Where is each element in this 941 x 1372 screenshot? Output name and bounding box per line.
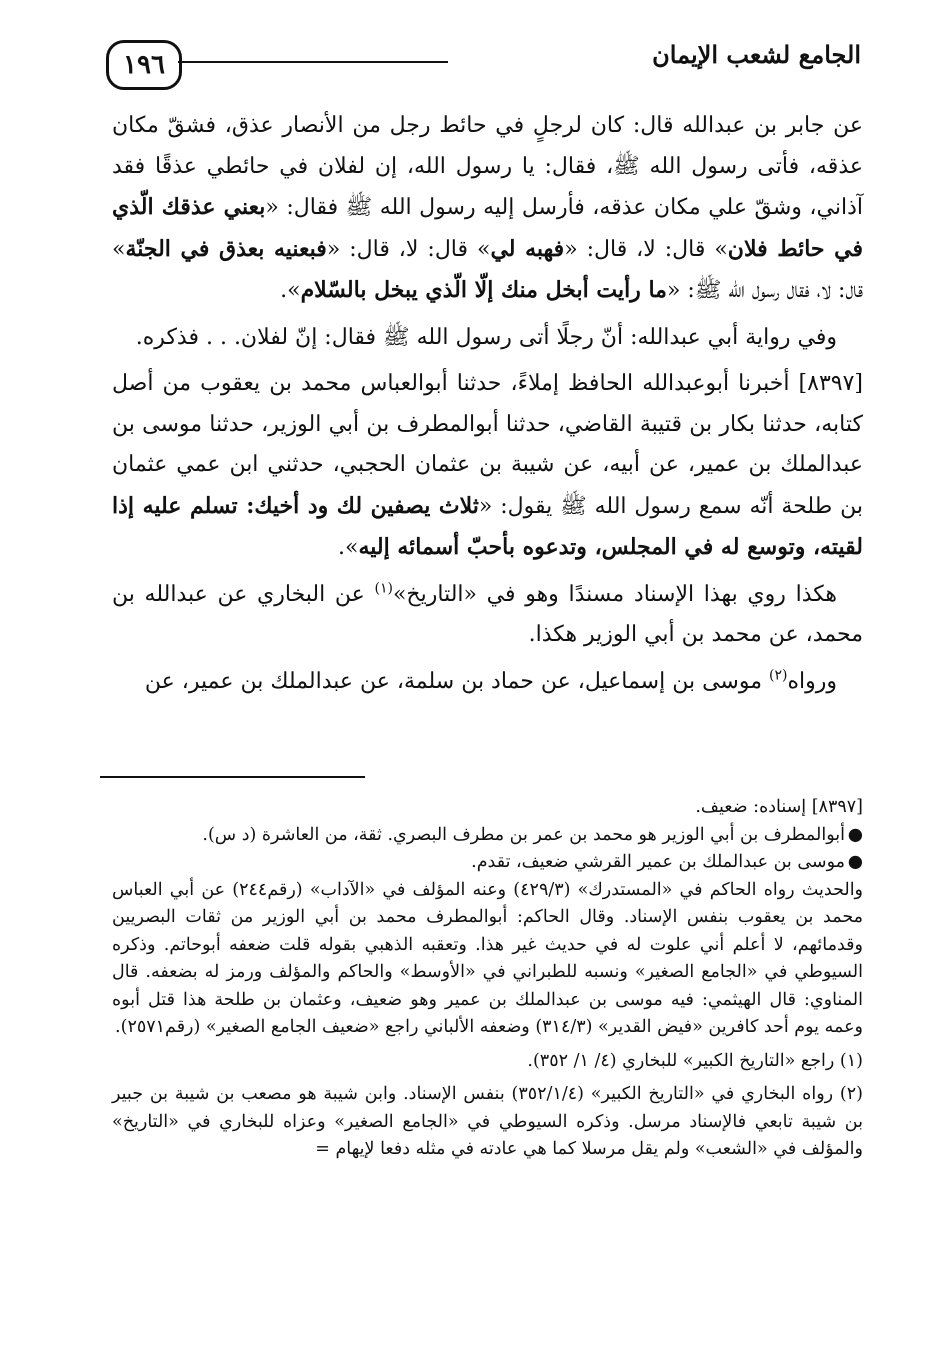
hadith-quote: ما رأيت أبخل منك إلّا الّذي يبخل بالسّلام	[300, 277, 667, 303]
text-run: ورواه	[787, 668, 837, 694]
narration-paragraph-5	[112, 662, 863, 703]
hadith-quote: بعني عذقك الّذي في حائط فلان	[112, 194, 863, 262]
hadith-quote: ثلاث يصفين لك ود أخيك: تسلم عليه إذا لقيته، وتوسع له في المجلس، وتدعوه بأحبّ أسمائه إليه	[112, 492, 863, 560]
hadith-paragraph-1	[112, 106, 863, 312]
bullet-icon: ●	[847, 824, 863, 845]
text-run: » قال: لا، قال: «	[326, 236, 491, 262]
text-run: ».	[280, 278, 301, 303]
footnote-ref-1[interactable]: (١)	[374, 580, 393, 597]
bullet-icon: ●	[847, 852, 863, 872]
isnad-grade: [٨٣٩٧] إسناده: ضعيف.	[695, 797, 863, 817]
text-run: » قال: لا، قال: «	[564, 236, 728, 262]
hadith-quote: فبعنيه بعذق في الجنّة	[125, 235, 327, 262]
takhrij-note: والحديث رواه الحاكم في «المستدرك» (٤٢٩/٣) وعنه المؤلف في «الآداب» (رقم٢٤٤) عن أبي العباس محمد بن يعقوب بنفس الإسناد. وقال الحاكم: أبوالمطرف محمد بن أبي الوزير من ثقات البصريين وقدمائهم، لا أعلم أني علوت له في حديث غير هذا. وتعقبه الذهبي بقوله قلت ضعفه أبوحاتم. وذكره السيوطي في «الجامع الصغير» ونسبه للطبراني في «الأوسط» والحاكم والمؤلف ورمز له بضعفه. قال المناوي: قال الهيثمي: فيه موسى بن عبدالملك بن عمير وهو ضعيف، وعثمان بن طلحة هذا قتل أبوه وعمه يوم أحد كافرين «فيض القدير» (٣١٤/٣) وضعفه الألباني راجع «ضعيف الجامع الصغير» (رقم٢٥٧١).	[112, 879, 864, 1037]
hadith-paragraph-3	[112, 364, 863, 569]
text-run: عن جابر بن عبدالله قال: كان لرجلٍ في حائط رجل من الأنصار عذق، فشقّ مكان عذقه، فأتى رسول الله ﷺ، فقال: يا رسول الله، إن لفلان في حائطي عذقًا فقد آذاني، وشقّ علي مكان عذقه، فأرسل إليه رسول الله ﷺ فقال: «	[112, 113, 863, 220]
text-run: ».	[338, 535, 359, 560]
narration-paragraph-2: وفي رواية أبي عبدالله: أنّ رجلًا أتى رسول الله ﷺ فقال: إنّ لفلان. . . فذكره.	[135, 324, 837, 350]
narrator-note	[112, 822, 863, 850]
running-title: الجامع لشعب الإيمان	[652, 40, 861, 69]
narrator-list	[112, 822, 863, 877]
footnote-ref-2[interactable]: (٢)	[769, 667, 788, 684]
footnotes	[112, 794, 863, 1164]
footnote-1: (١) راجع «التاريخ الكبير» للبخاري (٤/ ١/ ٣٥٢).	[527, 1050, 863, 1071]
text-run: » قال: لا، فقال رسول الله ﷺ: «	[112, 236, 863, 303]
footnote-2: (٢) رواه البخاري في «التاريخ الكبير» (٣٥٢/١/٤) بنفس الإسناد. وابن شيبة هو مصعب بن شيبة بن جبير بن شيبة تابعي فالإسناد مرسل. وذكره السيوطي في «الجامع الصغير» وعزاه للبخاري في «التاريخ» والمؤلف في «الشعب» ولم يقل مرسلا كما هي عادته في مثله دفعا لإيهام =	[112, 1084, 863, 1159]
text-run: هكذا روي بهذا الإسناد مسندًا وهو في «التاريخ»	[392, 581, 837, 607]
narrator-note-text: أبوالمطرف بن أبي الوزير هو محمد بن عمر بن مطرف البصري. ثقة، من العاشرة (د س).	[202, 824, 845, 845]
narration-paragraph-4	[112, 575, 863, 656]
page-number-text: ١٩٦	[123, 50, 165, 80]
text-run: موسى بن إسماعيل، عن حماد بن سلمة، عن عبدالملك بن عمير، عن	[144, 668, 770, 694]
narrator-note-text: موسى بن عبدالملك بن عمير القرشي ضعيف، تقدم.	[471, 852, 845, 872]
narrator-note	[112, 849, 863, 877]
footnote-separator	[100, 776, 365, 778]
header-rule	[178, 61, 448, 63]
hadith-quote: فهبه لي	[490, 235, 565, 262]
page-number	[106, 40, 182, 90]
text-run: [٨٣٩٧] أخبرنا أبوعبدالله الحافظ إملاءً، حدثنا أبوالعباس محمد بن يعقوب من أصل كتابه، حدثنا بكار بن قتيبة القاضي، حدثنا أبوالمطرف بن أبي الوزير، حدثنا موسى بن عبدالملك بن عمير، عن أبيه، عن شيبة بن عثمان الحجبي، حدثني ابن عمي عثمان بن طلحة أنّه سمع رسول الله ﷺ يقول: «	[112, 371, 863, 519]
text-run: عن البخاري عن عبدالله بن محمد، عن محمد بن أبي الوزير هكذا.	[112, 581, 863, 647]
main-text	[112, 106, 863, 708]
